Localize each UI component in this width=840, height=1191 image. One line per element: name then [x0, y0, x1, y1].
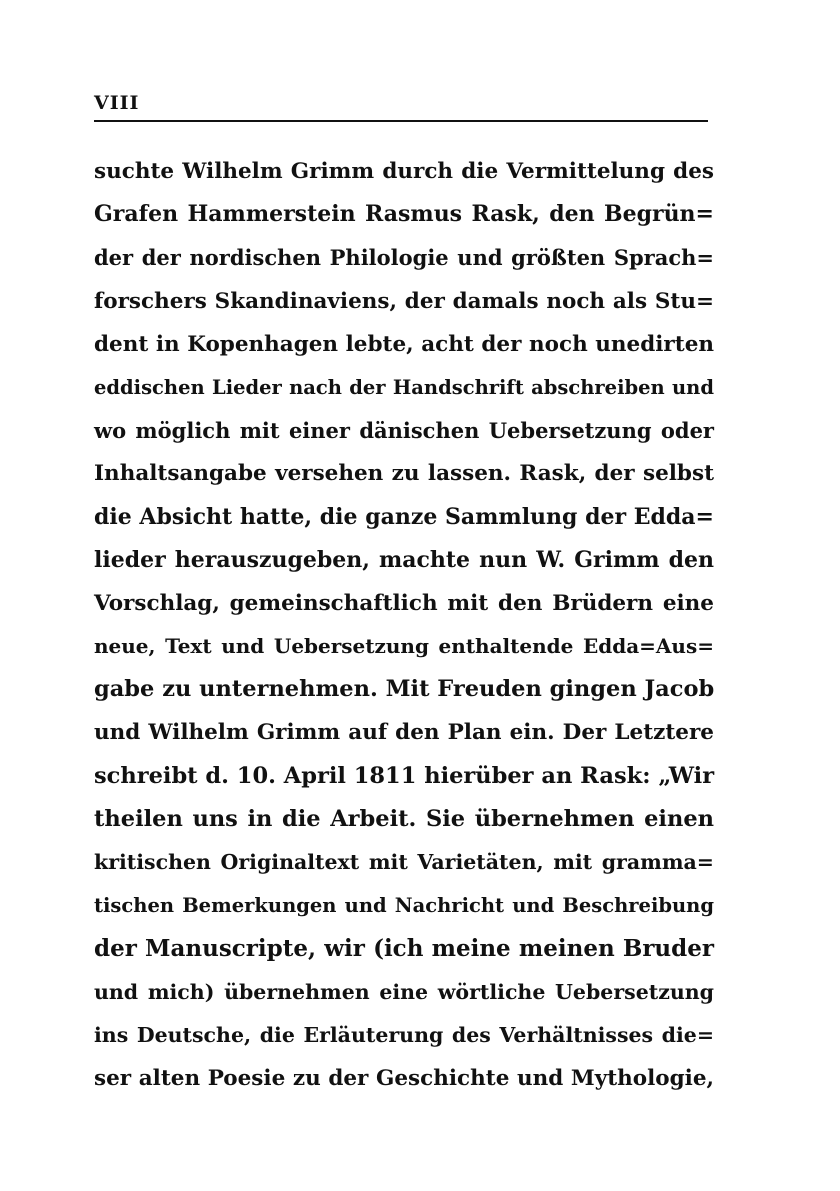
text-line: dent in Kopenhagen lebte, acht der noch unedirten — [94, 331, 714, 357]
body-text — [94, 150, 714, 1100]
text-line: forschers Skandinaviens, der damals noch als Stu= — [94, 288, 714, 314]
text-line: Grafen Hammerstein Rasmus Rask, den Begrün= — [94, 201, 714, 228]
text-line: neue, Text und Uebersetzung enthaltende Edda=Aus= — [94, 634, 714, 659]
page-number: VIII — [94, 92, 140, 114]
text-line: ser alten Poesie zu der Geschichte und Mythologie, — [94, 1065, 714, 1091]
text-line: eddischen Lieder nach der Handschrift abschreiben und — [94, 375, 714, 399]
text-line: suchte Wilhelm Grimm durch die Vermittelung des — [94, 159, 714, 184]
text-line: schreibt d. 10. April 1811 hierüber an Rask: „Wir — [94, 762, 715, 789]
text-line: und Wilhelm Grimm auf den Plan ein. Der Letztere — [94, 720, 714, 746]
page-header — [94, 88, 708, 122]
text-line: der der nordischen Philologie und größten Sprach= — [94, 245, 714, 271]
text-line: die Absicht hatte, die ganze Sammlung der Edda= — [94, 503, 714, 530]
text-line: Inhaltsangabe versehen zu lassen. Rask, der selbst — [94, 461, 714, 487]
text-line: tischen Bemerkungen und Nachricht und Beschreibung — [94, 894, 714, 918]
text-line: der Manuscripte, wir (ich meine meinen Bruder — [94, 935, 714, 963]
text-line: wo möglich mit einer dänischen Uebersetzung oder — [94, 418, 714, 444]
text-line: kritischen Originaltext mit Varietäten, mit gramma= — [94, 850, 714, 874]
text-line: theilen uns in die Arbeit. Sie übernehmen einen — [94, 805, 714, 832]
text-line: gabe zu unternehmen. Mit Freuden gingen Jacob — [94, 676, 715, 703]
text-line: ins Deutsche, die Erläuterung des Verhältnisses die= — [94, 1022, 714, 1047]
header-rule — [94, 120, 708, 122]
text-line: und mich) übernehmen eine wörtliche Uebersetzung — [94, 979, 714, 1004]
text-line: Vorschlag, gemeinschaftlich mit den Brüdern eine — [94, 590, 714, 616]
text-line: lieder herauszugeben, machte nun W. Grimm den — [94, 546, 714, 573]
